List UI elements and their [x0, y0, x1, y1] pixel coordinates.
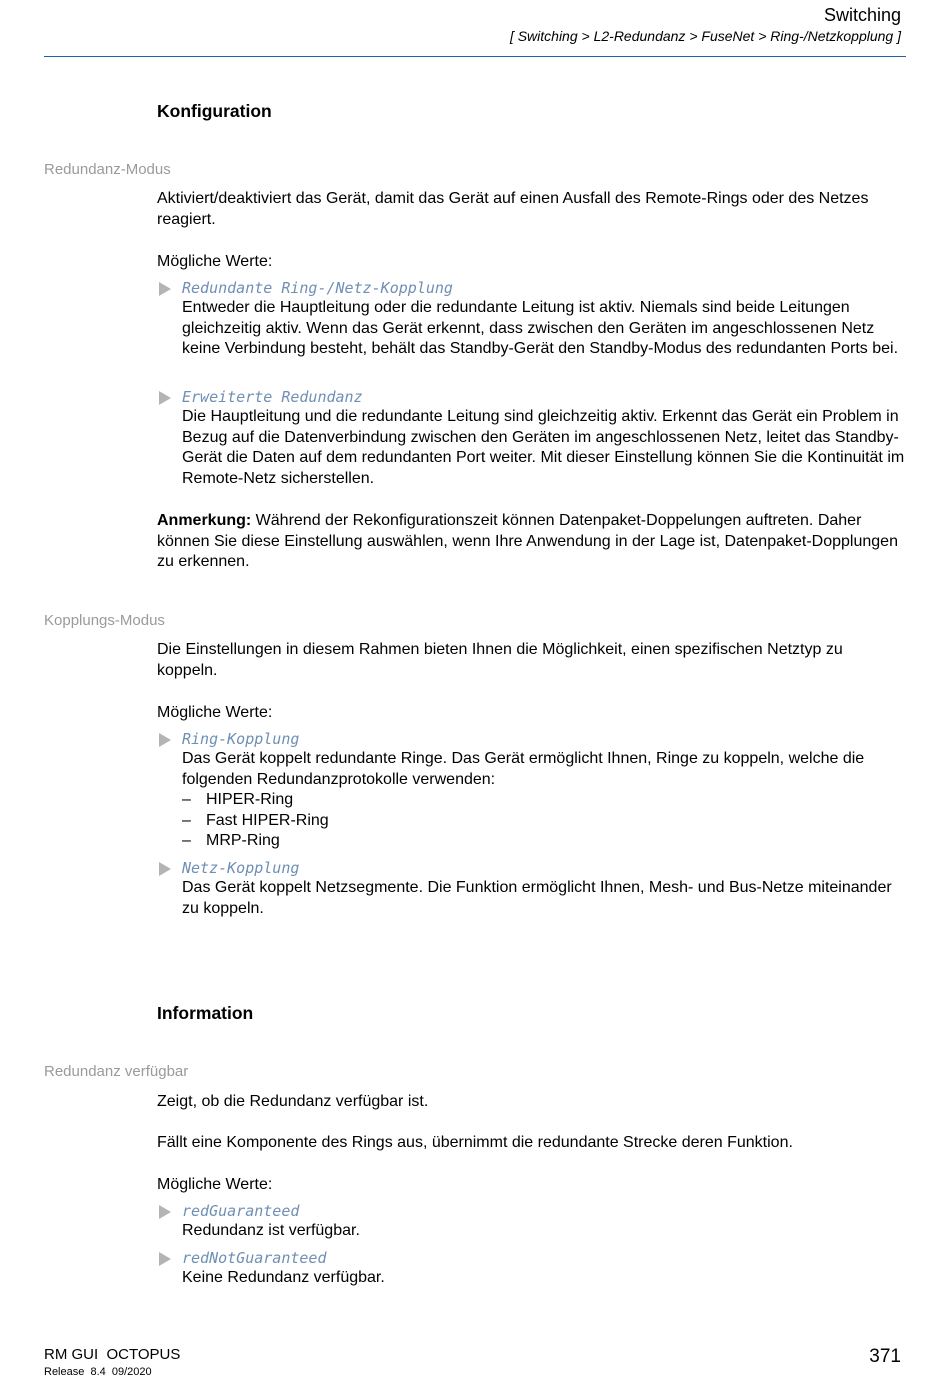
- bullet-triangle-icon: [159, 1252, 171, 1266]
- dash-icon: –: [182, 791, 191, 808]
- dash-icon: –: [182, 832, 191, 849]
- value-description: Das Gerät koppelt redundante Ringe. Das Gerät ermöglicht Ihnen, Ringe zu koppeln, welche die folgenden Redundanzprotokolle verwenden:: [182, 750, 865, 788]
- bullet-triangle-icon: [159, 391, 171, 405]
- value-description: Entweder die Hauptleitung oder die redundante Leitung ist aktiv. Niemals sind beide Leitungen gleichzeitig aktiv. Wenn das Gerät erkennt, dass zwischen den Geräten im angeschlossenen Netz keine Verbindung besteht, behält das Standby-Gerät den Standby-Modus des redundanten Ports bei.: [182, 299, 899, 357]
- sub-list-item: – MRP-Ring: [182, 831, 907, 852]
- section-heading-information: Information: [157, 1003, 254, 1023]
- bullet-triangle-icon: [159, 733, 171, 747]
- section-heading-konfiguration: Konfiguration: [157, 101, 272, 121]
- value-item: [157, 1248, 907, 1289]
- value-description: Die Hauptleitung und die redundante Leitung sind gleichzeitig aktiv. Erkennt das Gerät ein Problem in Bezug auf die Datenverbindung zwischen den Geräten im angeschlossenen Netz, leitet das Standby-Gerät die Daten auf dem redundanten Port weiter. Mit dieser Einstellung können Sie die Kontinuität im Remote-Netz sicherstellen.: [182, 408, 905, 487]
- value-name: Netz-Kopplung: [182, 859, 300, 877]
- param-label-redundanz-modus: Redundanz-Modus: [44, 161, 171, 178]
- note: [157, 511, 907, 573]
- footer-doc-title: RM GUI OCTOPUS: [44, 1346, 181, 1363]
- value-item: [157, 1201, 907, 1242]
- value-description: Keine Redundanz verfügbar.: [182, 1269, 385, 1286]
- value-item: [157, 278, 907, 360]
- breadcrumb: [ Switching > L2-Redundanz > FuseNet > Ring-/Netzkopplung ]: [509, 28, 901, 44]
- page-number: 371: [869, 1346, 901, 1367]
- param-label-kopplungs-modus: Kopplungs-Modus: [44, 612, 165, 629]
- note-text: Während der Rekonfigurationszeit können Datenpaket-Doppelungen auftreten. Daher können Sie diese Einstellung auswählen, wenn Ihre Anwendung in der Lage ist, Datenpaket-Dopplungen zu erkennen.: [157, 512, 898, 570]
- value-name: Ring-Kopplung: [182, 730, 300, 748]
- param-label-redundanz-verfuegbar: Redundanz verfügbar: [44, 1063, 189, 1080]
- value-description: Das Gerät koppelt Netzsegmente. Die Funktion ermöglicht Ihnen, Mesh- und Bus-Netze miteinander zu koppeln.: [182, 879, 892, 917]
- values-heading: Mögliche Werte:: [157, 253, 273, 270]
- value-name: redGuaranteed: [182, 1202, 300, 1220]
- value-description: Redundanz ist verfügbar.: [182, 1222, 360, 1239]
- note-label: Anmerkung:: [157, 512, 252, 529]
- value-name: Erweiterte Redundanz: [182, 388, 363, 406]
- footer-release: Release 8.4 09/2020: [44, 1366, 152, 1378]
- bullet-triangle-icon: [159, 1205, 171, 1219]
- value-item: [157, 387, 907, 489]
- header-title: Switching: [823, 5, 901, 25]
- value-item: [157, 729, 907, 852]
- sub-list-item: – Fast HIPER-Ring: [182, 811, 907, 832]
- values-heading: Mögliche Werte:: [157, 1176, 273, 1193]
- value-name: Redundante Ring-/Netz-Kopplung: [182, 279, 453, 297]
- param-description-2: Fällt eine Komponente des Rings aus, übernimmt die redundante Strecke deren Funktion.: [157, 1134, 793, 1151]
- param-description: Aktiviert/deaktiviert das Gerät, damit das Gerät auf einen Ausfall des Remote-Rings oder des Netzes reagiert.: [157, 190, 869, 228]
- param-description: Die Einstellungen in diesem Rahmen bieten Ihnen die Möglichkeit, einen spezifischen Netztyp zu koppeln.: [157, 641, 843, 679]
- dash-icon: –: [182, 811, 191, 829]
- values-heading: Mögliche Werte:: [157, 704, 273, 721]
- bullet-triangle-icon: [159, 862, 171, 876]
- bullet-triangle-icon: [159, 282, 171, 296]
- sub-list-item: – HIPER-Ring: [182, 790, 907, 811]
- param-description: Zeigt, ob die Redundanz verfügbar ist.: [157, 1093, 429, 1110]
- value-item: [157, 858, 907, 919]
- value-name: redNotGuaranteed: [182, 1249, 327, 1267]
- header-divider: [44, 56, 906, 57]
